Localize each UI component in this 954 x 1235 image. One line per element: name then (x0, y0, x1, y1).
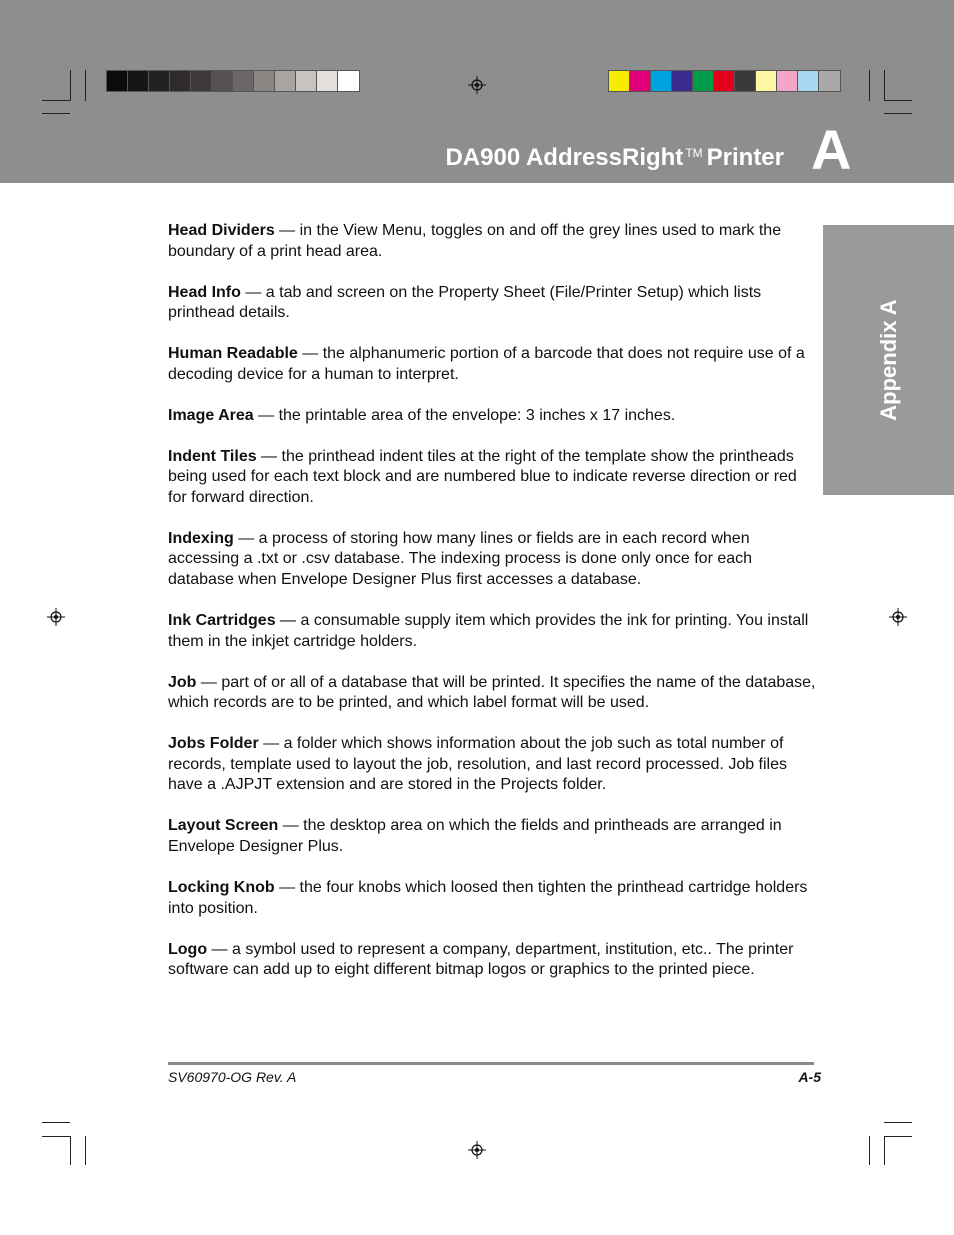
color-swatch (693, 71, 714, 91)
glossary-entry (168, 283, 816, 324)
crop-mark (884, 113, 912, 114)
glossary-entry (168, 529, 816, 591)
glossary-term: Logo (168, 940, 208, 958)
crop-mark (884, 1136, 885, 1165)
glossary-entry (168, 221, 816, 262)
footer-rule (168, 1062, 814, 1065)
glossary-term: Indent Tiles (168, 447, 257, 465)
glossary-term: Layout Screen (168, 817, 279, 835)
color-swatch (609, 71, 630, 91)
glossary-definition: — the printable area of the envelope: 3 inches x 17 inches. (253, 406, 676, 424)
gray-swatch (149, 71, 170, 91)
glossary-term: Locking Knob (168, 878, 275, 896)
color-swatch (630, 71, 651, 91)
glossary-entry (168, 673, 816, 714)
glossary-definition: — a process of storing how many lines or fields are in each record when accessing a .txt or .csv database. The indexing process is done only once for each database when Envelope Designer Plus first accesses a database. (168, 529, 753, 589)
gray-swatch (107, 71, 128, 91)
crop-mark (70, 70, 71, 101)
gray-swatch (317, 71, 338, 91)
glossary-definition: — a tab and screen on the Property Sheet (File/Printer Setup) which lists printhead details. (168, 283, 762, 322)
glossary-entries (168, 221, 816, 1001)
gray-swatch (296, 71, 317, 91)
color-swatch (714, 71, 735, 91)
crop-mark (42, 1122, 70, 1123)
crop-mark (42, 1136, 70, 1137)
glossary-entry (168, 878, 816, 919)
page-number: A-5 (798, 1069, 821, 1085)
glossary-term: Image Area (168, 406, 254, 424)
title-after: Printer (706, 144, 784, 171)
registration-mark-icon (889, 608, 907, 626)
glossary-definition: — the desktop area on which the fields and printheads are arranged in Envelope Designer Plus. (168, 817, 782, 855)
color-swatch (672, 71, 693, 91)
glossary-definition: — part of or all of a database that will be printed. It specifies the name of the database, which records are to be printed, and which label format will be used. (168, 673, 816, 712)
color-swatch (798, 71, 819, 91)
color-swatch (756, 71, 777, 91)
glossary-definition: — a folder which shows information about the job such as total number of records, template used to layout the job, resolution, and last record processed. Job files have a .AJPJT extension and are stored in the Projects folder. (168, 735, 788, 794)
gray-swatch (212, 71, 233, 91)
glossary-entry (168, 611, 816, 652)
glossary-term: Head Dividers (168, 222, 275, 239)
trademark-symbol: TM (685, 146, 703, 160)
crop-mark (884, 70, 885, 101)
gray-swatch (233, 71, 254, 91)
glossary-definition: — the printhead indent tiles at the right of the template show the printheads being used for each text block and are numbered blue to indicate reverse direction or red for forward direction. (168, 447, 797, 506)
registration-mark-icon (47, 608, 65, 626)
crop-mark (869, 70, 870, 101)
gray-swatch (191, 71, 212, 91)
page-title (445, 144, 784, 172)
crop-mark (85, 70, 86, 101)
glossary-entry (168, 344, 816, 385)
registration-mark-icon (468, 76, 486, 94)
glossary-entry (168, 406, 816, 427)
glossary-entry (168, 816, 816, 857)
crop-mark (884, 100, 912, 101)
side-tab (823, 225, 954, 495)
gray-swatch (170, 71, 191, 91)
glossary-term: Indexing (168, 529, 234, 547)
crop-mark (884, 1136, 912, 1137)
gray-swatch (254, 71, 275, 91)
header-band (0, 0, 954, 183)
title-main: DA900 AddressRight (445, 144, 684, 171)
glossary-definition: — in the View Menu, toggles on and off the grey lines used to mark the boundary of a print head area. (168, 222, 782, 260)
glossary-entry (168, 940, 816, 981)
glossary-term: Human Readable (168, 345, 298, 363)
color-calibration-bar (608, 70, 841, 92)
color-swatch (651, 71, 672, 91)
crop-mark (85, 1136, 86, 1165)
crop-mark (70, 1136, 71, 1165)
color-swatch (735, 71, 756, 91)
crop-mark (42, 100, 70, 101)
glossary-definition: — the four knobs which loosed then tighten the printhead cartridge holders into position. (168, 878, 808, 917)
gray-swatch (338, 71, 359, 91)
crop-mark (884, 1122, 912, 1123)
color-swatch (819, 71, 840, 91)
glossary-entry (168, 734, 816, 796)
crop-mark (869, 1136, 870, 1165)
gray-swatch (275, 71, 296, 91)
glossary-term: Jobs Folder (168, 735, 259, 753)
glossary-entry (168, 447, 816, 509)
glossary-term: Ink Cartridges (168, 612, 276, 630)
side-tab-label: Appendix A (875, 299, 901, 421)
gray-swatch (128, 71, 149, 91)
glossary-definition: — the alphanumeric portion of a barcode that does not require use of a decoding device for a human to interpret. (168, 345, 805, 383)
glossary-definition: — a consumable supply item which provides the ink for printing. You install them in the inkjet cartridge holders. (168, 612, 809, 650)
color-swatch (777, 71, 798, 91)
grayscale-calibration-bar (106, 70, 360, 92)
registration-mark-icon (468, 1141, 486, 1159)
crop-mark (42, 113, 70, 114)
doc-number: SV60970-OG Rev. A (168, 1069, 297, 1085)
glossary-term: Job (168, 673, 197, 691)
glossary-term: Head Info (168, 283, 241, 301)
glossary-definition: — a symbol used to represent a company, department, institution, etc.. The printer software can add up to eight different bitmap logos or graphics to the printed piece. (168, 940, 794, 979)
appendix-letter: A (811, 118, 852, 181)
